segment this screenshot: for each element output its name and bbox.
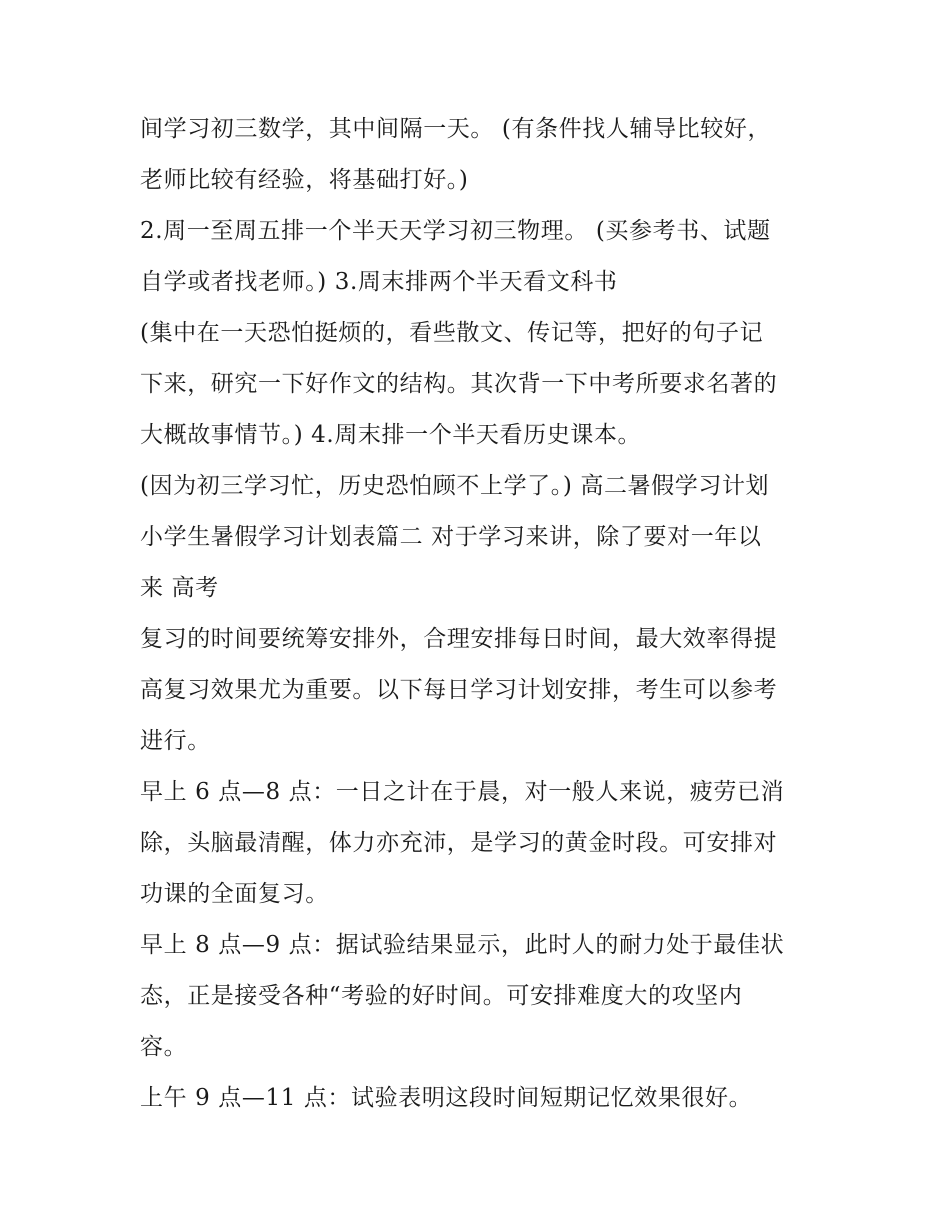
document-body (140, 104, 830, 1124)
text-line: 态，正是接受各种“考验的好时间。可安排难度大的攻坚内 (140, 983, 743, 1009)
text-line: 进行。 (140, 728, 211, 754)
text-line: (集中在一天恐怕挺烦的，看些散文、传记等，把好的句子记 (140, 320, 764, 346)
text-line: 容。 (140, 1034, 188, 1060)
text-line: 上午 9 点—11 点：试验表明这段时间短期记忆效果很好。 (140, 1085, 753, 1111)
text-line: 早上 6 点—8 点：一日之计在于晨，对一般人来说，疲劳已消 (140, 779, 785, 805)
text-line: 早上 8 点—9 点：据试验结果显示，此时人的耐力处于最佳状 (140, 932, 785, 958)
text-line: 大概故事情节。) 4.周末排一个半天看历史课本。 (140, 422, 642, 448)
text-line: 间学习初三数学，其中间隔一天。 (有条件找人辅导比较好， (140, 116, 772, 142)
text-line: 除，头脑最清醒，体力亦充沛，是学习的黄金时段。可安排对 (140, 830, 778, 856)
text-line: 功课的全面复习。 (140, 881, 329, 907)
text-line: 来 高考 (140, 575, 219, 601)
text-line: 高复习效果尤为重要。以下每日学习计划安排，考生可以参考 (140, 677, 778, 703)
text-line: 老师比较有经验，将基础打好。) (140, 167, 469, 193)
text-line: 复习的时间要统筹安排外，合理安排每日时间，最大效率得提 (140, 626, 778, 652)
text-line: 自学或者找老师。) 3.周末排两个半天看文科书 (140, 269, 618, 295)
text-line: 小学生暑假学习计划表篇二 对于学习来讲，除了要对一年以 (140, 524, 762, 550)
text-line: 下来，研究一下好作文的结构。其次背一下中考所要求名著的 (140, 371, 778, 397)
text-line: 2.周一至周五排一个半天天学习初三物理。 (买参考书、试题 (140, 218, 771, 244)
text-line: (因为初三学习忙，历史恐怕顾不上学了。) 高二暑假学习计划 (140, 473, 770, 499)
